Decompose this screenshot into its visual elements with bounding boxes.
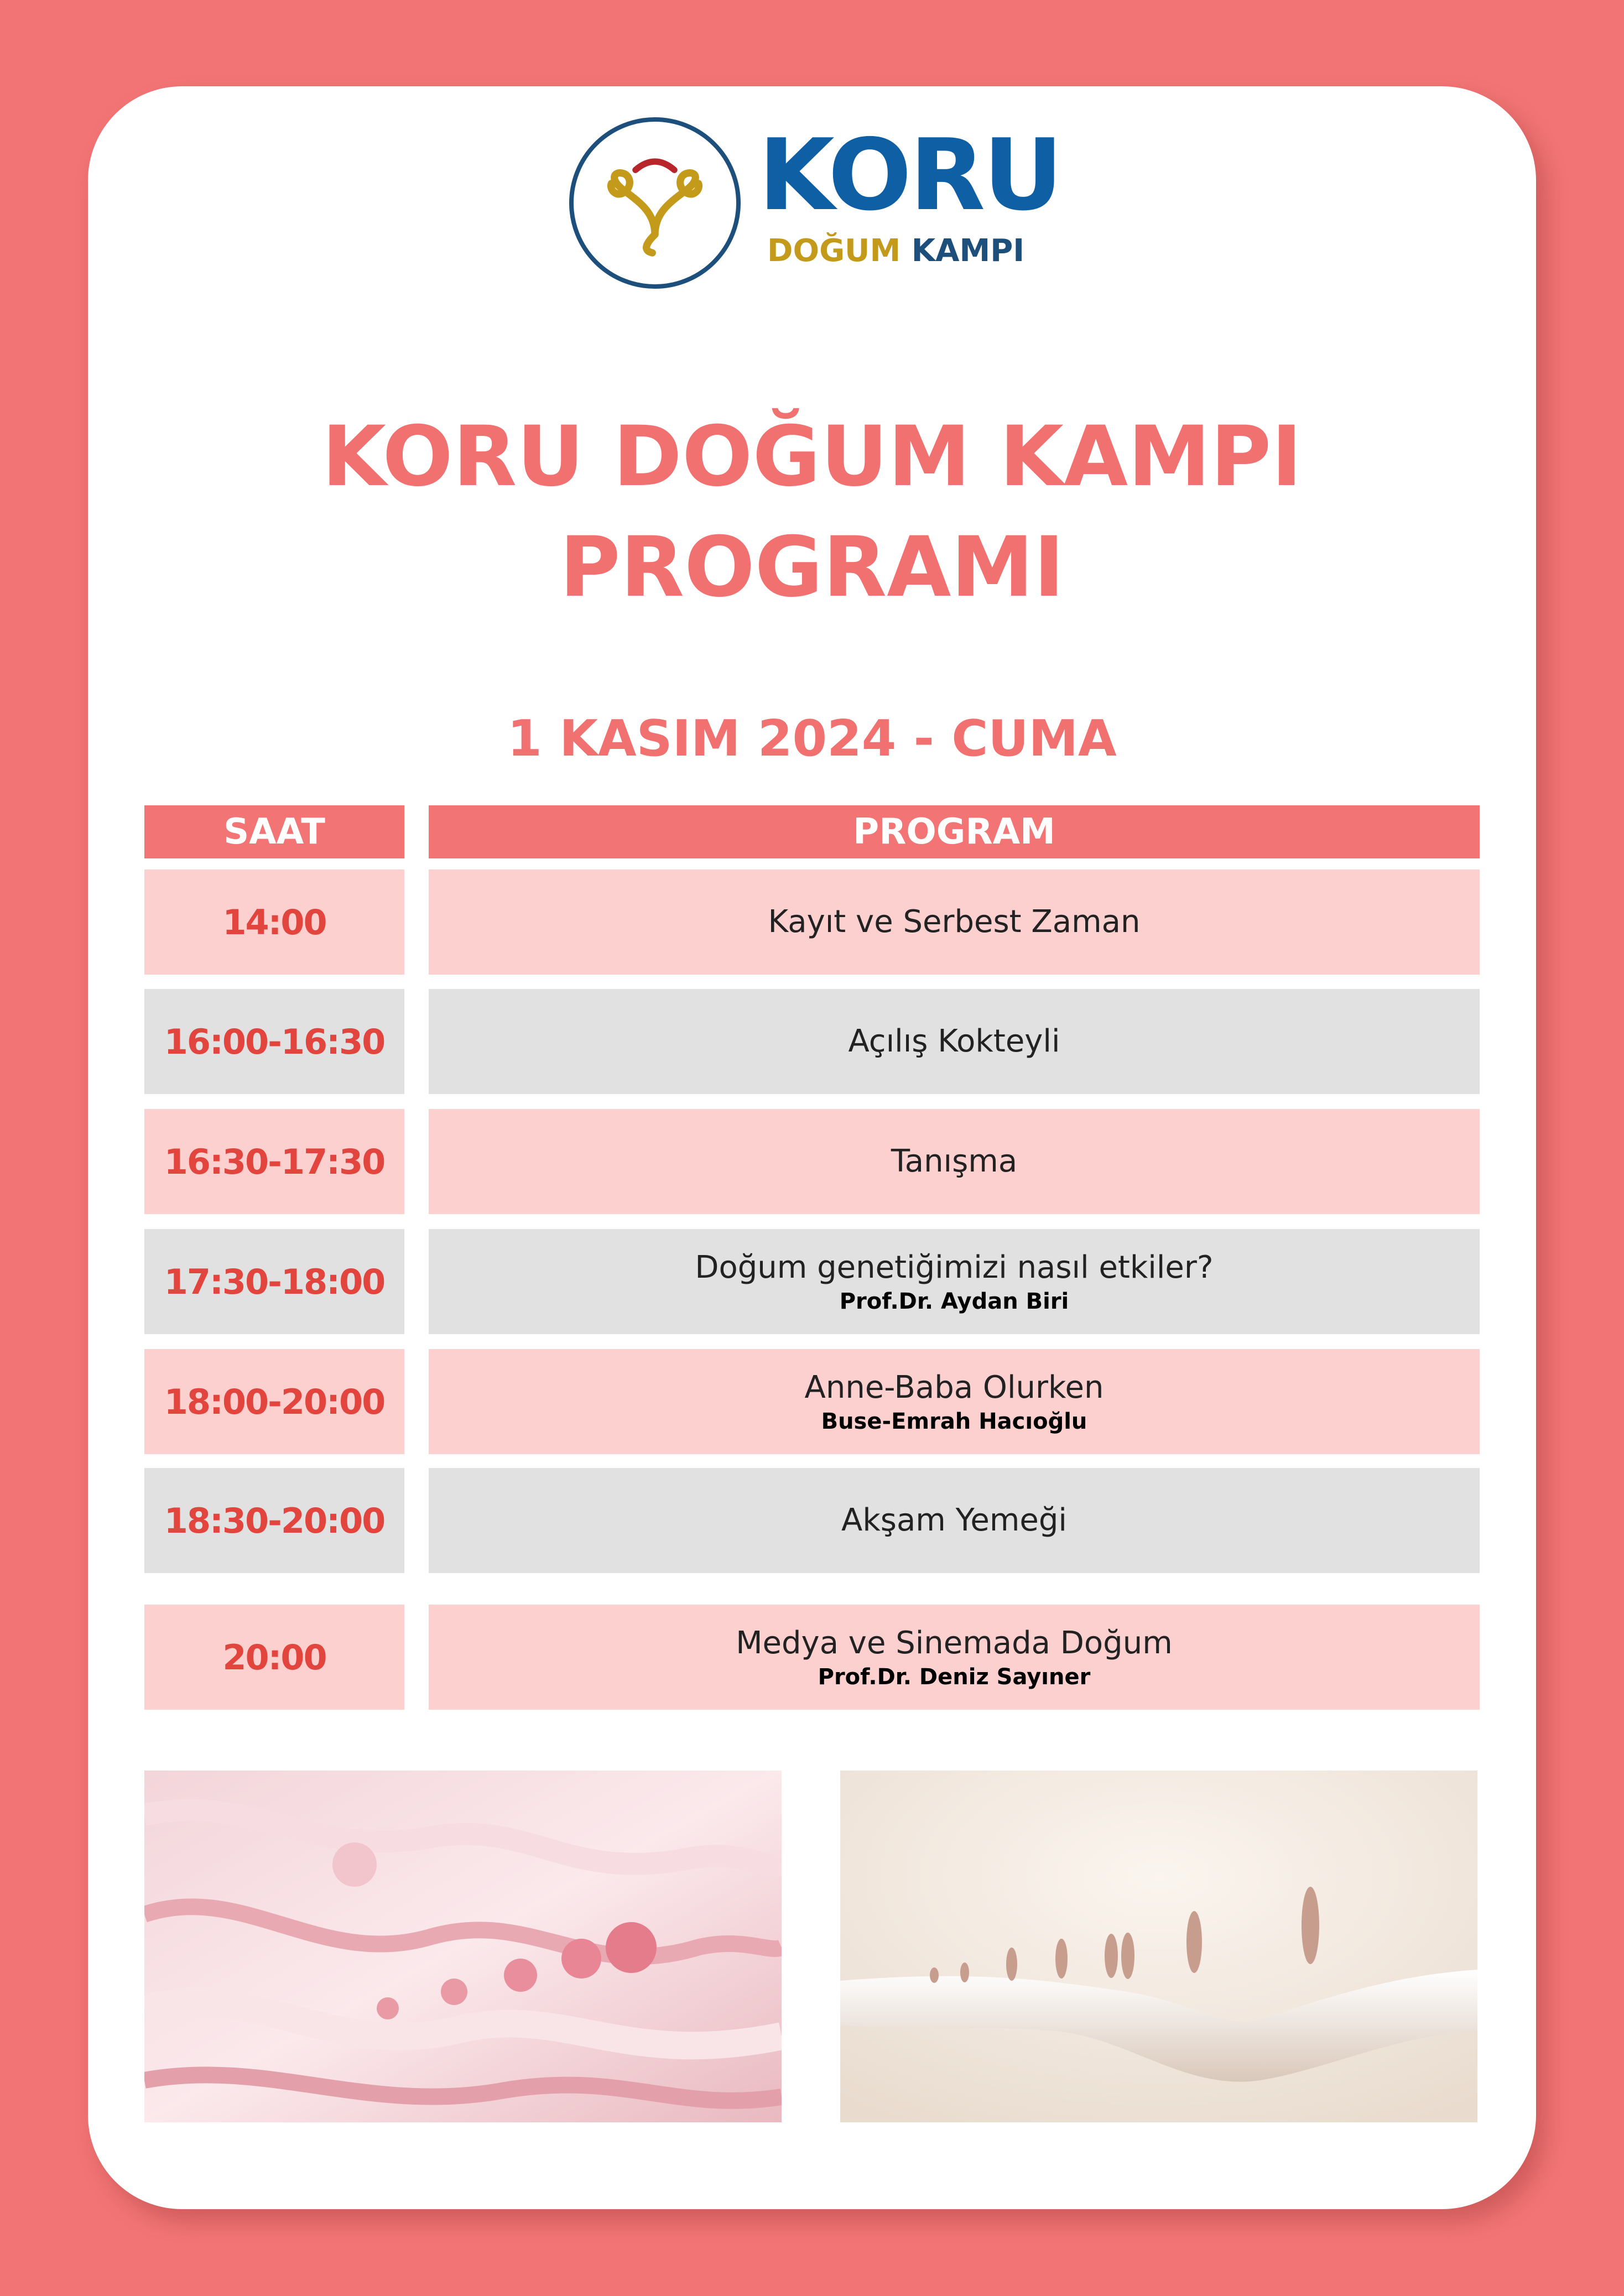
schedule-time: 18:30-20:00: [164, 1500, 385, 1541]
schedule-time: 16:00-16:30: [164, 1021, 385, 1062]
schedule-program-title: Kayıt ve Serbest Zaman: [768, 904, 1141, 940]
schedule-time-cell: [144, 1349, 404, 1454]
schedule-program-cell: [429, 870, 1480, 975]
column-header-time: SAAT: [144, 805, 404, 858]
schedule-program-title: Medya ve Sinemada Doğum: [736, 1625, 1173, 1661]
schedule-time-cell: [144, 1468, 404, 1573]
title-line-2: PROGRAMI: [559, 519, 1065, 616]
brand-name: KORU: [758, 118, 1061, 232]
embryo-development-image: [144, 1771, 782, 2122]
page-title: [88, 402, 1536, 623]
brand-subtitle: [767, 233, 1025, 269]
schedule-time: 17:30-18:00: [164, 1261, 385, 1302]
schedule-program-cell: [429, 1109, 1480, 1214]
schedule-speaker: Prof.Dr. Deniz Sayıner: [818, 1664, 1091, 1690]
column-header-program: PROGRAM: [429, 805, 1480, 858]
title-line-1: KORU DOĞUM KAMPI: [321, 409, 1303, 505]
schedule-program-cell: [429, 989, 1480, 1094]
schedule-time-cell: [144, 1605, 404, 1710]
schedule-program-title: Açılış Kokteyli: [848, 1023, 1060, 1059]
brand-subtitle-part1: DOĞUM: [767, 233, 901, 269]
logo-emblem-icon: [569, 117, 741, 289]
schedule-program-title: Doğum genetiğimizi nasıl etkiler?: [695, 1249, 1214, 1285]
schedule-program-title: Tanışma: [891, 1143, 1018, 1179]
schedule-program-cell: [429, 1229, 1480, 1334]
schedule-time-cell: [144, 870, 404, 975]
schedule-program-cell: [429, 1468, 1480, 1573]
schedule-speaker: Prof.Dr. Aydan Biri: [839, 1289, 1069, 1314]
growth-silhouettes-image: [840, 1771, 1477, 2122]
schedule-program-title: Anne-Baba Olurken: [804, 1370, 1104, 1405]
schedule-time-cell: [144, 989, 404, 1094]
schedule-time-cell: [144, 1109, 404, 1214]
schedule-speaker: Buse-Emrah Hacıoğlu: [821, 1409, 1087, 1434]
event-date: 1 KASIM 2024 - CUMA: [507, 710, 1117, 768]
program-card: [88, 86, 1536, 2209]
schedule-program-cell: [429, 1605, 1480, 1710]
brand-subtitle-part2: KAMPI: [911, 233, 1025, 269]
schedule-time: 14:00: [222, 902, 326, 943]
schedule-time: 20:00: [222, 1637, 326, 1678]
schedule-time: 16:30-17:30: [164, 1141, 385, 1182]
koru-logo: [569, 117, 1067, 300]
schedule-program-cell: [429, 1349, 1480, 1454]
schedule-program-title: Akşam Yemeği: [841, 1502, 1067, 1538]
schedule-time: 18:00-20:00: [164, 1381, 385, 1422]
schedule-time-cell: [144, 1229, 404, 1334]
